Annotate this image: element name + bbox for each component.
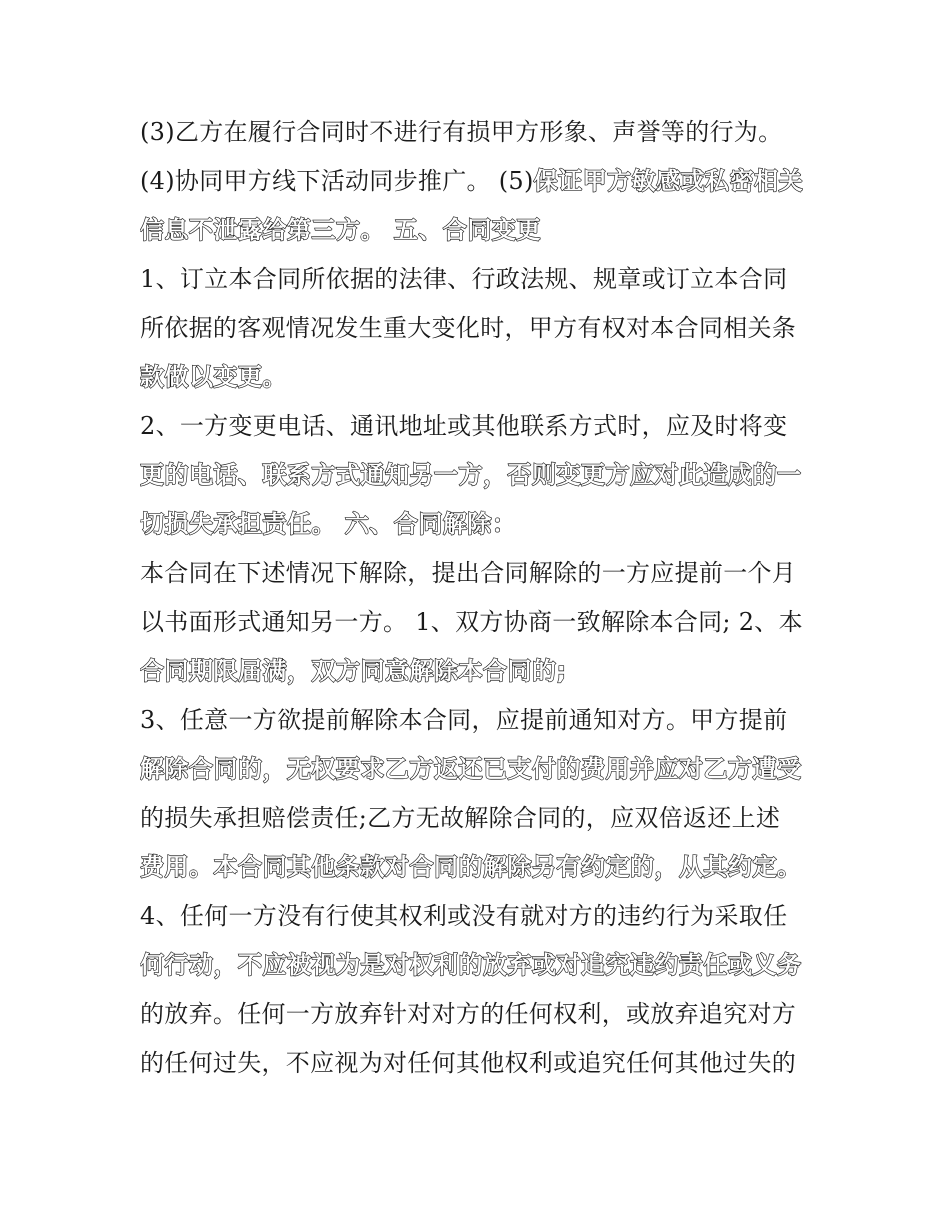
text-segment: 的损失承担赔偿责任;乙方无故解除合同的，应双倍返还上述 [140, 804, 781, 832]
text-segment: 3、任意一方欲提前解除本合同，应提前通知对方。甲方提前 [140, 706, 788, 734]
outlined-text-segment: 何行动，不应被视为是对权利的放弃或对追究违约责任或义务 [140, 951, 802, 979]
text-line [140, 696, 820, 745]
text-segment: 所依据的客观情况发生重大变化时，甲方有权对本合同相关条 [140, 314, 797, 342]
text-line [140, 451, 820, 500]
outlined-text-segment: 信息不泄露给第三方。 五、合同变更 [140, 216, 541, 244]
text-line [140, 843, 820, 892]
text-line [140, 304, 820, 353]
text-segment: 本合同在下述情况下解除，提出合同解除的一方应提前一个月 [140, 559, 797, 587]
outlined-text-segment: 更的电话、联系方式通知另一方，否则变更方应对此造成的一 [140, 461, 802, 489]
text-line [140, 402, 820, 451]
text-line [140, 108, 820, 157]
text-line [140, 1039, 820, 1088]
text-line [140, 353, 820, 402]
outlined-text-segment: 保证甲方敏感或私密相关 [533, 167, 804, 195]
text-segment: (4)协同甲方线下活动同步推广。 (5) [140, 167, 534, 195]
outlined-text-segment: 费用。本合同其他条款对合同的解除另有约定的，从其约定。 [140, 853, 802, 881]
outlined-text-segment: 切损失承担责任。 六、合同解除： [140, 510, 517, 538]
text-line [140, 745, 820, 794]
outlined-text-segment: 款做以变更。 [140, 363, 287, 391]
text-line [140, 598, 820, 647]
text-segment: 2、一方变更电话、通讯地址或其他联系方式时，应及时将变 [140, 412, 788, 440]
text-segment: 的任何过失，不应视为对任何其他权利或追究任何其他过失的 [140, 1049, 797, 1077]
text-line [140, 549, 820, 598]
text-line [140, 206, 820, 255]
text-line [140, 794, 820, 843]
text-line [140, 647, 820, 696]
text-line [140, 892, 820, 941]
text-segment: 以书面形式通知另一方。 1、双方协商一致解除本合同; 2、本 [140, 608, 803, 636]
text-line [140, 500, 820, 549]
text-segment: 4、任何一方没有行使其权利或没有就对方的违约行为采取任 [140, 902, 788, 930]
outlined-text-segment: 合同期限届满，双方同意解除本合同的; [140, 657, 567, 685]
outlined-text-segment: 解除合同的，无权要求乙方返还已支付的费用并应对乙方遭受 [140, 755, 802, 783]
contract-text-body [140, 108, 820, 1088]
text-line [140, 941, 820, 990]
text-segment: 1、订立本合同所依据的法律、行政法规、规章或订立本合同 [140, 265, 788, 293]
text-line [140, 990, 820, 1039]
text-line [140, 157, 820, 206]
text-segment: (3)乙方在履行合同时不进行有损甲方形象、声誉等的行为。 [140, 118, 783, 146]
text-line [140, 255, 820, 304]
text-segment: 的放弃。任何一方放弃针对对方的任何权利，或放弃追究对方 [140, 1000, 797, 1028]
